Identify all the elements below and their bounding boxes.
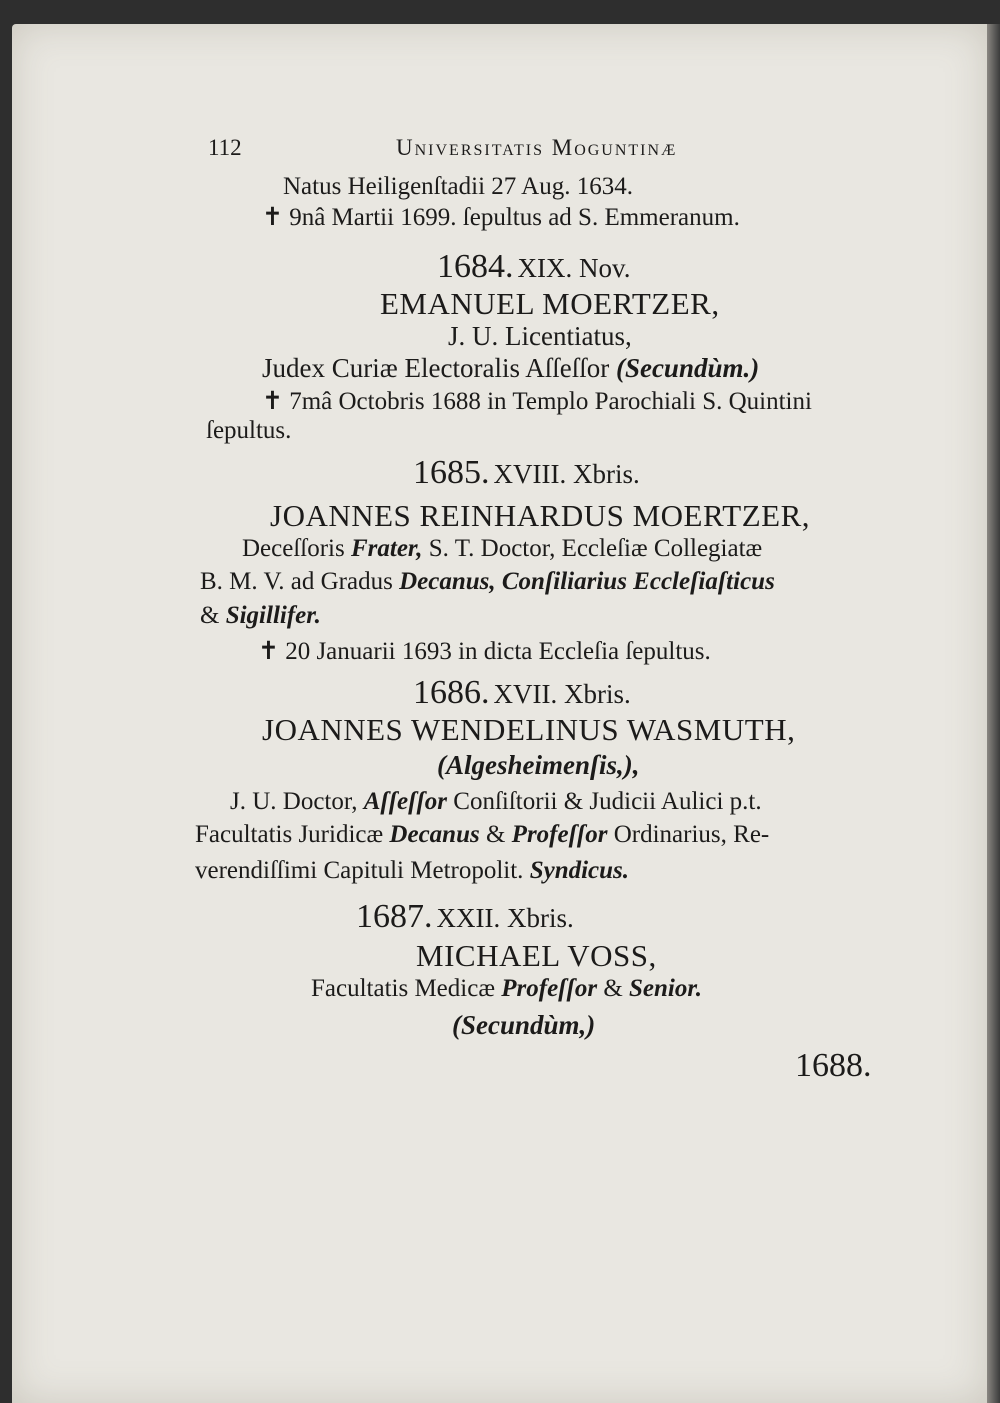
office-line (242, 536, 762, 561)
entry-1687-heading (356, 900, 574, 934)
date-label: XVII. Xbris. (493, 679, 631, 709)
date-label: XXII. Xbris. (436, 903, 574, 933)
death-line: ✝ 9nâ Martii 1699. ſepultus ad S. Emmeranum. (262, 204, 740, 231)
entry-1685-heading (413, 456, 640, 490)
rector-name: MICHAEL VOSS, (416, 938, 657, 973)
office-emphasis: Sigillifer. (225, 602, 321, 629)
rector-name: JOANNES WENDELINUS WASMUTH, (262, 712, 796, 747)
office-text: verendiſſimi Capituli Metropolit. (195, 857, 524, 884)
office-line (195, 858, 629, 883)
office-text: & (485, 821, 506, 848)
death-line: ✝ 7mâ Octobris 1688 in Templo Parochiali S. Quintini (262, 388, 812, 415)
running-title: Universitatis Moguntinæ (396, 135, 678, 160)
degree-line: J. U. Licentiatus, (448, 321, 632, 351)
office-line (195, 822, 769, 847)
entry-1686-heading (413, 676, 631, 710)
office-text: Conſiſtorii & Judicii Aulici p.t. (453, 788, 762, 815)
office-text: Deceſſoris (242, 535, 345, 562)
year-label: 1687. (356, 898, 433, 935)
office-text: B. M. V. ad Gradus (200, 568, 393, 595)
office-text: Facultatis Juridicæ (195, 821, 384, 848)
office-text: Judex Curiæ Electoralis Aſſeſſor (262, 353, 610, 383)
office-emphasis: Senior. (629, 975, 702, 1002)
office-emphasis: Decanus (389, 821, 480, 848)
date-label: XVIII. Xbris. (493, 459, 640, 489)
entry-1684-heading (437, 250, 630, 284)
catchword: 1688. (795, 1047, 872, 1084)
origin-line: (Algesheimenſis,), (437, 750, 640, 780)
date-label: XIX. Nov. (517, 253, 631, 283)
office-emphasis: Frater, (350, 535, 423, 562)
year-label: 1686. (413, 674, 490, 711)
office-line (200, 569, 775, 594)
birth-line: Natus Heiligenſtadii 27 Aug. 1634. (283, 173, 633, 200)
office-text: & (603, 975, 623, 1002)
office-line (311, 976, 702, 1001)
year-label: 1685. (413, 454, 490, 491)
office-emphasis: Profeſſor (501, 975, 598, 1002)
page-number: 112 (208, 135, 242, 160)
office-emphasis: Syndicus. (529, 857, 630, 884)
office-line (200, 603, 321, 628)
office-emphasis: Profeſſor (511, 821, 608, 848)
book-gutter (987, 24, 1000, 1403)
office-line (262, 355, 759, 382)
office-line (230, 789, 762, 814)
office-note: (Secundùm.) (615, 353, 760, 383)
death-line-cont: ſepultus. (206, 417, 292, 444)
office-text: S. T. Doctor, Eccleſiæ Collegiatæ (428, 535, 763, 562)
year-label: 1684. (437, 248, 514, 285)
office-note: (Secundùm,) (452, 1010, 596, 1040)
death-line: ✝ 20 Januarii 1693 in dicta Eccleſia ſepultus. (258, 638, 711, 665)
office-emphasis: Decanus, Conſiliarius Eccleſiaſticus (399, 568, 775, 595)
rector-name: JOANNES REINHARDUS MOERTZER, (270, 498, 811, 533)
office-text: Facultatis Medicæ (311, 975, 495, 1002)
rector-name: EMANUEL MOERTZER, (380, 286, 720, 321)
office-text: J. U. Doctor, (230, 788, 358, 815)
office-text: Ordinarius, Re- (613, 821, 770, 848)
office-emphasis: Aſſeſſor (363, 788, 448, 815)
office-text: & (200, 602, 220, 629)
